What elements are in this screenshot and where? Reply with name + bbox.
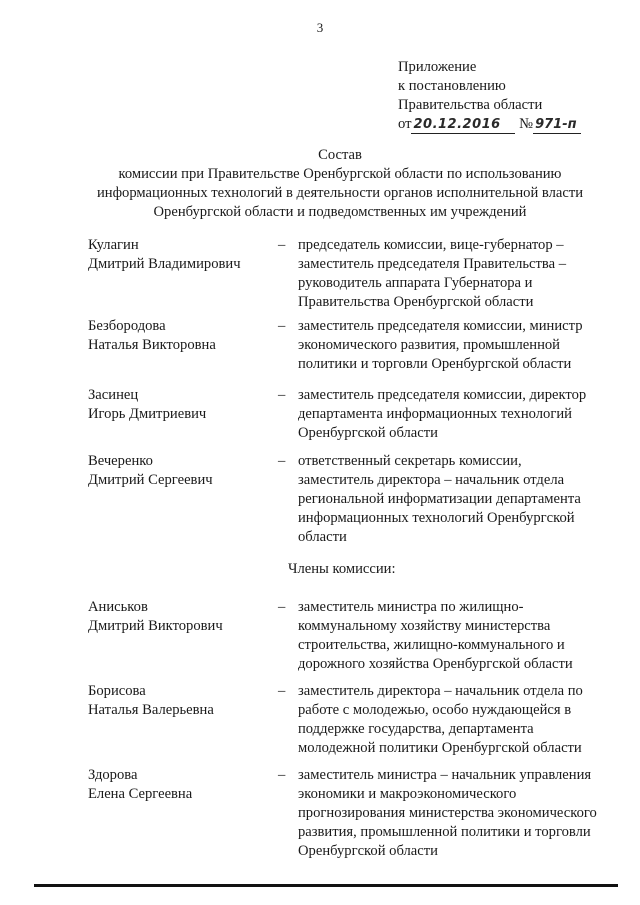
appendix-line: к постановлению: [398, 78, 506, 94]
member-surname: Аниськов: [88, 599, 148, 615]
number-label: №: [519, 116, 534, 132]
member-given-name: Игорь Дмитриевич: [88, 406, 207, 422]
handwritten-date: 20.12.2016: [411, 117, 515, 134]
commission-list: [88, 236, 598, 866]
title-line: Оренбургской области и подведомственных им учреждений: [153, 204, 527, 220]
member-surname: Безбородова: [88, 318, 166, 334]
members-heading: Члены комиссии:: [288, 561, 396, 577]
member-given-name: Наталья Валерьевна: [88, 702, 214, 718]
member-role: заместитель председателя комиссии, директор департамента информационных технологий Оренбургской области: [298, 387, 587, 441]
member-entry: [88, 236, 598, 317]
member-given-name: Дмитрий Сергеевич: [88, 472, 213, 488]
dash: –: [278, 318, 286, 334]
member-name: [88, 766, 278, 804]
member-role: ответственный секретарь комиссии, заместитель директора – начальник отдела региональной информатизации департамента информационных технологий Оренбургской области: [298, 453, 581, 545]
member-entry: [88, 682, 598, 766]
dash: –: [278, 387, 286, 403]
member-given-name: Елена Сергеевна: [88, 786, 193, 802]
member-entry: [88, 317, 598, 386]
from-label: от: [398, 116, 412, 132]
member-role: заместитель министра по жилищно-коммунальному хозяйству министерства строительства, жилищно-коммунального и дорожного хозяйства Оренбургской области: [298, 599, 573, 672]
appendix-header: [398, 58, 633, 134]
member-entry: [88, 598, 598, 682]
page-bottom-rule: [34, 884, 618, 887]
member-given-name: Дмитрий Владимирович: [88, 256, 241, 272]
member-role: председатель комиссии, вице-губернатор – заместитель председателя Правительства – руководитель аппарата Губернатора и Правительства Оренбургской области: [298, 237, 566, 310]
dash: –: [278, 453, 286, 469]
member-surname: Вечеренко: [88, 453, 153, 469]
handwritten-number: 971-п: [533, 117, 581, 134]
title-line: комиссии при Правительстве Оренбургской области по использованию: [118, 166, 562, 182]
appendix-line: Правительства области: [398, 97, 543, 113]
page-number: 3: [316, 20, 324, 35]
member-name: [88, 682, 278, 720]
member-entry: [88, 386, 598, 452]
member-name: [88, 386, 278, 424]
member-name: [88, 317, 278, 355]
member-surname: Здорова: [88, 767, 138, 783]
appendix-line: Приложение: [398, 59, 477, 75]
dash: –: [278, 767, 286, 783]
title-line: информационных технологий в деятельности органов исполнительной власти: [96, 185, 584, 201]
member-surname: Засинец: [88, 387, 139, 403]
member-entry: [88, 766, 598, 866]
title-line: Состав: [318, 147, 362, 163]
member-name: [88, 452, 278, 490]
dash: –: [278, 599, 286, 615]
member-role: заместитель министра – начальник управления экономики и макроэкономического прогнозирования министерства экономического развития, промышленной политики и торговли Оренбургской области: [298, 767, 597, 859]
document-title: [60, 146, 620, 222]
member-surname: Кулагин: [88, 237, 139, 253]
member-name: [88, 598, 278, 636]
member-given-name: Наталья Викторовна: [88, 337, 216, 353]
dash: –: [278, 237, 286, 253]
member-surname: Борисова: [88, 683, 146, 699]
appendix-date-line: [398, 115, 633, 134]
member-given-name: Дмитрий Викторович: [88, 618, 223, 634]
member-name: [88, 236, 278, 274]
dash: –: [278, 683, 286, 699]
member-role: заместитель председателя комиссии, министр экономического развития, промышленной политики и торговли Оренбургской области: [298, 318, 583, 372]
member-role: заместитель директора – начальник отдела по работе с молодежью, особо нуждающейся в поддержке государства, департамента молодежной политики Оренбургской области: [298, 683, 583, 756]
member-entry: [88, 452, 598, 560]
